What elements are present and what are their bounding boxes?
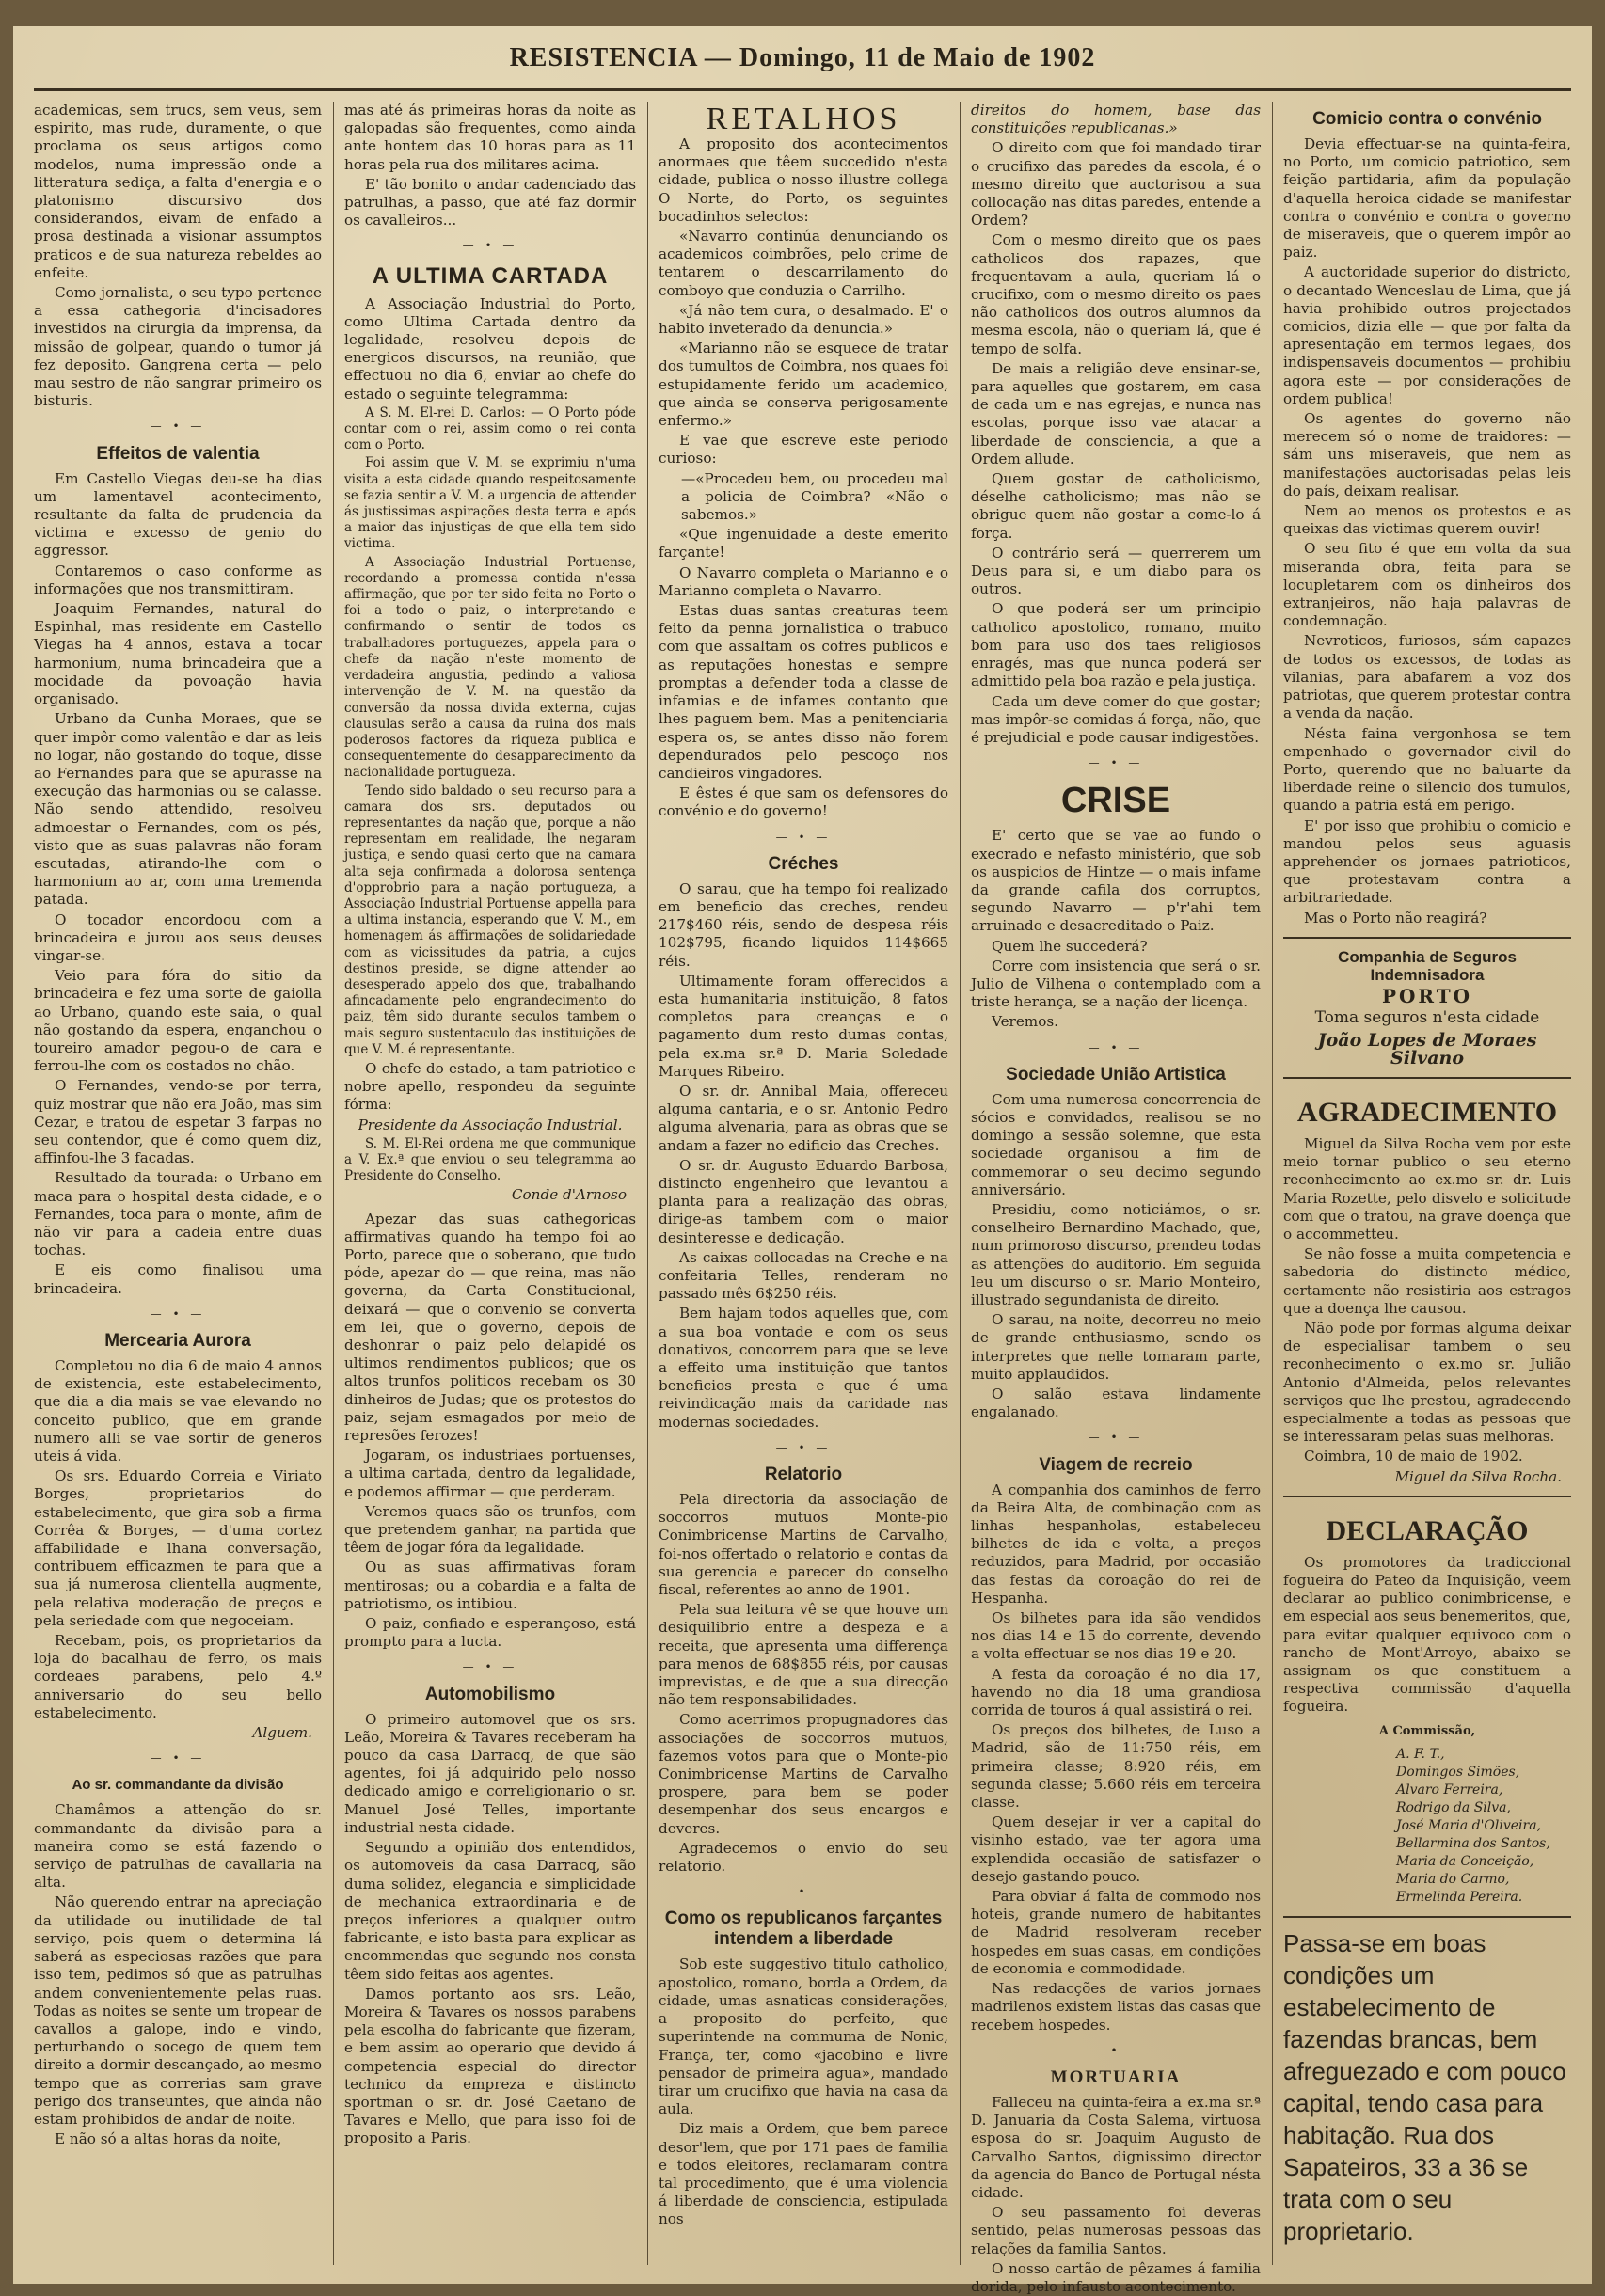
article-title: Viagem de recreio <box>1039 1454 1193 1475</box>
column-divider <box>647 102 648 2265</box>
paragraph: Jogaram, os industriaes portuenses, a ultima cartada, dentro da legalidade, e podemos affirmar — que perderam. <box>344 1447 636 1500</box>
paragraph: Contaremos o caso conforme as informações que nos transmittiram. <box>34 562 322 597</box>
paragraph: Recebam, pois, os proprietarios da loja do bacalhau de ferro, os mais cordeaes parabens, pelo 4.º anniversario do seu bello estabelecimento. <box>34 1632 322 1721</box>
article-title: AGRADECIMENTO <box>1296 1096 1558 1128</box>
paragraph: O Fernandes, vendo-se por terra, quiz mostrar que não era João, mas sim Cezar, e tratou de espetar 3 farpas no seu contendor, que é como quem diz, affinfou-lhe 3 facadas. <box>34 1077 322 1167</box>
paragraph: Foi assim que V. M. se exprimiu n'uma visita a esta cidade quando respeitosamente se fazia sentir a V. M. a urgencia de attender ás justissimas aspirações desta terra e após a maior das injustiças de que ella tem sido victima. <box>344 455 636 552</box>
paragraph: Corre com insistencia que será o sr. Julio de Vilhena o contemplado com a triste herança, se a nação der licença. <box>971 957 1261 1011</box>
paragraph: S. M. El-Rei ordena me que communique a V. Ex.ª que enviou o seu telegramma ao Presidente do Conselho. <box>344 1135 636 1184</box>
paragraph: O que poderá ser um principio catholico apostolico, romano, muito bom para uso dos taes religiosos enragés, mas que nunca poderá ser admittido pela boa razão e pela justiça. <box>971 600 1261 690</box>
paragraph: «Já não tem cura, o desalmado. E' o habito inveterado da denuncia.» <box>659 301 948 338</box>
column-3 <box>659 102 948 2274</box>
paragraph: Urbano da Cunha Moraes, que se quer impôr como valentão e dar as leis no logar, não gostando do toque, disse ao Fernandes para que se apurasse na execução das harmonias ou se calasse. Não sendo attendido, resolveu admoestar o Fernandes, com os pés, visto que as suas palavras não foram escutadas, atirando-lhe com o harmonium ao ar, com uma tremenda patada. <box>34 710 322 909</box>
paragraph: Joaquim Fernandes, natural do Espinhal, mas residente em Castello Viegas ha 4 annos, estava a tocar harmonium, numa brincadeira que a mocidade da povoação havia organisado. <box>34 600 322 708</box>
paragraph: Miguel da Silva Rocha vem por este meio tornar publico o seu eterno reconhecimento ao ex.mo sr. dr. Luis Maria Rozette, pelo disvelo e solicitude com que o tratou, na grave doença que o accommetteu. <box>1283 1134 1571 1243</box>
paragraph: Agradecemos o envio do seu relatorio. <box>659 1839 948 1876</box>
paragraph: Os agentes do governo não merecem só o nome de traidores: — sám uns miseraveis, que nem as manifestações auctorisadas pelas leis do país, deixam realisar. <box>1283 410 1571 499</box>
paragraph: O sarau, na noite, decorreu no meio de grande enthusiasmo, sendo os interpretes que nelle tomaram parte, muito applaudidos. <box>971 1311 1261 1383</box>
committee-names <box>1396 1746 1571 1907</box>
signature: Conde d'Arnoso <box>511 1186 627 1204</box>
telegram-text <box>344 405 636 1058</box>
paragraph: Os preços dos bilhetes, de Luso a Madrid, são de 11:750 réis, em primeira classe; 8:920 réis, em segunda classe; 5.660 réis em terceira classe. <box>971 1721 1261 1812</box>
insurance-advertisement <box>1283 937 1571 1068</box>
paragraph: Chamâmos a attenção do sr. commandante da divisão para a maneira como se está fazendo o serviço de patrulhas de cavallaria na alta. <box>34 1801 322 1892</box>
article-title: RETALHOS <box>706 102 901 136</box>
paragraph: Com o mesmo direito que os paes catholicos dos rapazes, que frequentavam a aula, queriam lá o crucifixo, com o mesmo direito os paes não catholicos dos outros alumnos da mesma escola, não o queriam lá, que é tempo de solfa. <box>971 231 1261 357</box>
paragraph: Nem ao menos os protestos e as queixas das victimas querem ouvir! <box>1283 502 1571 538</box>
paragraph: Estas duas santas creaturas teem feito da penna jornalistica o trabuco com que assaltam os cofres publicos e as reputações honestas e sempre promptas a defender toda a classe de infamias e de infames contanto que lhes paguem bem. Mas a penitenciaria espera os, se antes disso não forem dependurados pelo pescoço nos candieiros vingadores. <box>659 602 948 782</box>
paragraph: Tendo sido baldado o seu recurso para a camara dos srs. deputados ou representantes da nação que, porque a não representam em realidade, lhe negaram justiça, e sendo quasi certo que na camara alta seja confirmada a dolorosa sentença d'opprobrio para a nação portugueza, a Associação Industrial Portuense appella para a ultima instancia, esperando que V. M., em homenagem ás affirmações de solidariedade com as vicissitudes da patria, a cujos destinos preside, se digne attender ao desesperado appelo dos que, trabalhando afincadamente pelo engrandecimento do paiz, têm sido durante seculos tambem o mais seguro sustentaculo das instituições de que V. M. é representante. <box>344 783 636 1057</box>
paragraph: E não só a altas horas da noite, <box>55 2130 282 2148</box>
ornament-divider: — • — <box>1088 1431 1144 1445</box>
list-item: Ermelinda Pereira. <box>1396 1889 1523 1905</box>
ornament-divider: — • — <box>462 1660 518 1674</box>
paragraph: —«Procedeu bem, ou procedeu mal a policia de Coimbra? «Não o sabemos.» <box>681 469 948 524</box>
paragraph: Como jornalista, o seu typo pertence a essa cathegoria d'incisadores investidos na cirurgia da imprensa, da missão de golpear, quando o tumor já fez deposito. Gangrena certa — pelo mau sestro de não sangrar primeiro os bisturis. <box>34 284 322 410</box>
signature: Alguem. <box>252 1724 312 1742</box>
paragraph: E' certo que se vae ao fundo o execrado e nefasto ministério, que sob os auspicios de Hintze — o mais infame da grande cafila dos corruptos, segundo Navarro — p'r'ahi tem arruinado e desacreditado o Paiz. <box>971 827 1261 935</box>
article-title: Créches <box>768 853 839 874</box>
article-title: Sociedade União Artistica <box>1006 1064 1226 1085</box>
paragraph: Pela sua leitura vê se que houve um desiquilibrio entre a despeza e a receita, que apresenta uma differença para menos de 68$855 réis, por causas imprevistas, e de que a sua direcção não tem responsabilidades. <box>659 1601 948 1709</box>
ornament-divider: — • — <box>1088 1040 1144 1054</box>
paragraph: Sob este suggestivo titulo catholico, apostolico, romano, borda a Ordem, da cidade, umas asnaticas considerações, a proposito do perfeito, que superintende na commuma de Nonic, França, ter, como «jacobino e livre pensador de primeira agua», mandado tirar um crucifixo que havia na casa da aula. <box>659 1956 948 2118</box>
paragraph: Nevroticos, furiosos, sám capazes de todos os excessos, de todas as vilanias, para abafarem a voz dos patriotas, que querem protestar contra a venda da nação. <box>1283 632 1571 722</box>
paragraph: Mas o Porto não reagirá? <box>1304 909 1487 926</box>
article-title: CRISE <box>1060 781 1171 821</box>
list-item: Maria da Conceição, <box>1396 1853 1534 1869</box>
col1-intro <box>34 102 322 410</box>
paragraph: Coimbra, 10 de maio de 1902. <box>1304 1448 1523 1465</box>
paragraph: «Navarro continúa denunciando os academicos coimbrões, pelo crime de tentarem o descarrilamento do comboyo que conduzia o Carrilho. <box>659 228 948 299</box>
paragraph: Nas redacções de varios jornaes madrilenos existem listas das casas que recebem hospedes. <box>971 1980 1261 2034</box>
article-title: Effeitos de valentia <box>96 443 260 464</box>
paragraph: Veremos quaes são os trunfos, com que pretendem ganhar, na partida que têem de jogar fóra da legalidade. <box>344 1502 636 1557</box>
paragraph: A companhia dos caminhos de ferro da Beira Alta, de combinação com as linhas hespanholas, estabeleceu bilhetes de ida e volta, a preços reduzidos, para Madrid, por occasião das festas da coroação do rei de Hespanha. <box>971 1481 1261 1607</box>
paragraph: Os promotores da tradiccional fogueira do Pateo da Inquisição, veem declarar ao publico conimbricense, e em especial aos seus benemeritos, que, para evitar qualquer equivoco com o rancho de Mont'Arroyo, abaixo se assignam os que constituem a respectiva commissão d'aquella fogueira. <box>1283 1553 1571 1716</box>
paragraph: Ou as suas affirmativas foram mentirosas; ou a cobardia e a falta de patriotismo, os intibiou. <box>344 1559 636 1612</box>
paragraph: Os bilhetes para ida são vendidos nos dias 14 e 15 do corrente, devendo a volta effectuar se nos dias 19 e 20. <box>971 1609 1261 1663</box>
column-1 <box>34 102 322 2274</box>
column-divider <box>1272 102 1273 2265</box>
paragraph: E êstes é que sam os defensores do convénio e do governo! <box>659 784 948 820</box>
paragraph: A festa da coroação é no dia 17, havendo no dia 18 uma grandiosa corrida de touros á qual assistirá o rei. <box>971 1665 1261 1719</box>
paragraph: O seu passamento foi deveras sentido, pelas numerosas pessoas das relações da familia Santos. <box>971 2204 1261 2257</box>
paragraph: Apezar das suas cathegoricas affirmativas quando ha tempo foi ao Porto, parece que o soberano, que tudo póde, apezar do — que reina, mas não governa, da Carta Constitucional, deixará — que o convenio se converta em lei, que o governo, depois de deshonrar o paiz pelo delapidé os ultimos rendimentos publicos; que os altos trunfos politicos recebam os 30 dinheiros de Judas; que os protestos do paiz, sejam esmagados por meio de represões ferozes! <box>344 1210 636 1445</box>
ornament-divider: — • — <box>775 830 832 844</box>
paragraph: O nosso cartão de pêzames á familia dorida, pelo infausto acontecimento. <box>971 2259 1261 2295</box>
paragraph: A auctoridade superior do districto, o decantado Wenceslau de Lima, que já havia prohibido outros projectados comicios, dizia elle — que por falta da apresentação em termos legaes, dos indispensaveis documentos — prohibiu agora este — por considerações de ordem publica! <box>1283 263 1571 407</box>
paragraph: A S. M. El-rei D. Carlos: — O Porto póde contar com o rei, assim como o rei conta com o Porto. <box>344 404 636 453</box>
committee-label: A Commissão, <box>1378 1723 1476 1738</box>
paragraph: Com uma numerosa concorrencia de sócios e convidados, realisou se no domingo a sessão solemne, que esta sociedade organisou a fim de commemorar o seu decimo segundo anniversário. <box>971 1090 1261 1198</box>
ad-text: Passa-se em boas condições um estabelecimento de fazendas brancas, bem afreguezado e com pouco capital, tendo casa para habitação. Rua dos Sapateiros, 33 a 36 se trata com o seu proprietario. <box>1283 1928 1566 2245</box>
paragraph: O contrário será — querrerem um Deus para si, e um diabo para os outros. <box>971 544 1261 598</box>
paragraph: E' tão bonito o andar cadenciado das patrulhas, a passo, que até faz dormir os cavalleiros... <box>344 175 636 230</box>
paragraph: O tocador encordoou com a brincadeira e jurou aos seus deuses vingar-se. <box>34 910 322 964</box>
paragraph: A proposito dos acontecimentos anormaes que têem succedido n'esta cidade, publica o nosso illustre collega O Norte, do Porto, os seguintes bocadinhos selectos: <box>659 135 948 225</box>
paragraph: academicas, sem trucs, sem veus, sem espirito, mas rude, duramente, o que proclama os seus artigos como modelos, numa impressão onde a litteratura sediça, a falta d'energia e o platonismo discursivo dos considerandos, eivam de enfado a prosa destinada a visionar assumptos praticos e de sua natureza rebeldes ao enfeite. <box>34 102 322 281</box>
paragraph: Quem desejar ir ver a capital do visinho estado, vae ter agora uma explendida occasião de satisfazer o desejo gastando pouco. <box>971 1813 1261 1885</box>
column-2 <box>344 102 636 2274</box>
paragraph: Veremos. <box>992 1013 1058 1031</box>
paragraph: Devia effectuar-se na quinta-feira, no Porto, um comicio patriotico, sem feição partidaria, afim da população d'aquella heroica cidade se manifestar contra o convénio e contra o governo de miseraveis, que o querem impôr ao paiz. <box>1283 135 1571 261</box>
column-5 <box>1283 102 1571 2274</box>
article-title: Comicio contra o convénio <box>1312 109 1542 129</box>
paragraph: O seu fito é que em volta da sua miseranda obra, feita para se locupletarem com os dinheiros dos extranjeiros, não haja palavras de condemnação. <box>1283 540 1571 630</box>
paragraph: Como acerrimos propugnadores das associações de soccorros mutuos, fazemos votos para que o Monte-pio Conimbricense Martins de Carvalho prospere, para bem se poder desempenhar dos seus encargos e deveres. <box>659 1711 948 1837</box>
paragraph: Diz mais a Ordem, que bem parece desor'lem, que por 171 paes de familia e todos eleitores, reclamaram contra tal procedimento, que é uma violencia á liberdade de consciencia, estipulada nos <box>659 2120 948 2228</box>
ornament-divider: — • — <box>150 1306 206 1321</box>
article-body <box>34 1801 322 2148</box>
column-divider <box>333 102 334 2265</box>
list-item: Rodrigo da Silva, <box>1396 1799 1511 1815</box>
column-divider <box>960 102 961 2265</box>
thanks-notice <box>1283 1077 1571 1486</box>
list-item: Maria do Carmo, <box>1396 1871 1510 1887</box>
paragraph: O paiz, confiado e esperançoso, está prompto para a lucta. <box>344 1615 636 1651</box>
paragraph: O sarau, que ha tempo foi realizado em beneficio das creches, rendeu 217$460 réis, sendo de despesa réis 102$795, ficando liquidos 114$665 réis. <box>659 879 948 970</box>
ornament-divider: — • — <box>775 1885 832 1899</box>
article-title: Mercearia Aurora <box>104 1331 251 1351</box>
ad-line: PORTO <box>1381 985 1473 1008</box>
paragraph: Ultimamente foram offerecidos a esta humanitaria instituição, 8 fatos completos para creanças e o pagamento dum resto dumas contas, pela ex.ma sr.ª D. Maria Soledade Marques Ribeiro. <box>659 972 948 1080</box>
address-line: Presidente da Associação Industrial. <box>358 1116 623 1133</box>
paragraph: Pela directoria da associação de soccorros mutuos Monte-pio Conimbricense Martins de Carvalho, foi-nos offertado o relatorio e contas da sua gerencia e parecer do conselho fiscal, referentes ao anno de 1901. <box>659 1491 948 1599</box>
article-title: Ao sr. commandante da divisão <box>72 1777 284 1794</box>
paragraph: O primeiro automovel que os srs. Leão, Moreira & Tavares receberam ha pouco da casa Darracq, de que são agentes, foi já adquirido pelo nosso dedicado amigo e correligionario o sr. Manuel José Telles, importante industrial nesta cidade. <box>344 1710 636 1836</box>
paragraph: O chefe do estado, a tam patriotico e nobre apello, respondeu da seguinte fórma: <box>344 1059 636 1114</box>
list-item: José Maria d'Oliveira, <box>1396 1817 1542 1833</box>
paragraph: Segundo a opinião dos entendidos, os automoveis da casa Darracq, são duma solidez, elegancia e simplicidade de mechanica extraordinaria e de preços inferiores a qualquer outro fabricante, e isto basta para explicar as encommendas que segundo nos consta têem sido feitas aos agentes. <box>344 1839 636 1983</box>
ornament-divider: — • — <box>775 1440 832 1454</box>
paragraph: Os srs. Eduardo Correia e Viriato Borges, proprietarios do estabelecimento, que gira sob a firma Corrêa & Borges, — d'uma cortez affabilidade e lhana conversação, contribuem efficazmen te para que a sua já numerosa clientella augmente, pela relativa moderação de preços e pela seriedade com que negoceiam. <box>34 1467 322 1629</box>
paragraph: mas até ás primeiras horas da noite as galopadas são frequentes, como ainda ante hontem das 10 horas para as 11 horas pela rua dos militares acima. <box>344 102 636 173</box>
paragraph: A Associação Industrial do Porto, como Ultima Cartada dentro da legalidade, resolveu depois de energicos discursos, na reunião, que effectuou no dia 6, enviar ao chefe do estado o seguinte telegramma: <box>344 294 636 403</box>
paragraph: De mais a religião deve ensinar-se, para aquelles que gostarem, em casa de cada um e nas egrejas, e nunca nas escolas, porque isso vae atacar a liberdade de consciencia, a que a Ordem allude. <box>971 359 1261 467</box>
masthead: RESISTENCIA — Domingo, 11 de Maio de 1902 <box>509 43 1096 72</box>
paragraph: Bem hajam todos aquelles que, com a sua boa vontade e com os seus donativos, concorrem para que se leve a effeito uma instituição que tantos beneficios presta e que é uma reivindicação mais da caridade nas modernas sociedades. <box>659 1305 948 1431</box>
ad-line: Toma seguros n'esta cidade <box>1314 1008 1540 1028</box>
paragraph: E eis como finalisou uma brincadeira. <box>34 1261 322 1297</box>
newspaper-page <box>13 26 1592 2295</box>
paragraph: Nésta faina vergonhosa se tem empenhado o governador civil do Porto, querendo que no baluarte da liberdade reine o silencio dos tumulos, quando a patria está em perigo. <box>1283 724 1571 815</box>
shop-advertisement <box>1283 1916 1571 2247</box>
paragraph: Falleceu na quinta-feira a ex.ma sr.ª D. Januaria da Costa Salema, virtuosa esposa do sr. Joaquim Augusto de Carvalho Santos, dignissimo director da agencia do Banco de Portugal nésta cidade. <box>971 2093 1261 2201</box>
article-title: Automobilismo <box>424 1684 556 1704</box>
paragraph: Damos portanto aos srs. Leão, Moreira & Tavares os nossos parabens pela escolha do fabricante que fizeram, e bem assim ao operario que devido á competencia especial do director technico da empreza e distincto sportman o sr. dr. José Caetano de Tavares e Mello, que para isso foi de proposito a Paris. <box>344 1985 636 2147</box>
article-body <box>34 470 322 1298</box>
paragraph: O Navarro completa o Marianno e o Marianno completa o Navarro. <box>659 563 948 599</box>
ornament-divider: — • — <box>462 239 518 253</box>
ornament-divider: — • — <box>150 420 206 434</box>
article-title: MORTUARIA <box>1050 2066 1182 2087</box>
paragraph: Veio para fóra do sitio da brincadeira e fez uma sorte de gaiolla ao Urbano, quando este saia, o qual não gostando da espera, enganchou o toureiro amador pegou-o de cara e ferrou-lhe com os costados no chão. <box>34 967 322 1075</box>
paragraph: Não pode por formas alguma deixar de especialisar tambem o seu reconhecimento o ex.mo sr. Julião Antonio d'Almeida, pelos relevantes serviços que lhe prestou, agradecendo especialmente a todas as pessoas que se interessaram pelas suas melhoras. <box>1283 1319 1571 1446</box>
article-title: A ULTIMA CARTADA <box>372 262 609 289</box>
paragraph: Para obviar á falta de commodo nos hoteis, grande numero de habitantes de Madrid resolveram receber hospedes em suas casas, em condições de economia e commodidade. <box>971 1888 1261 1977</box>
paragraph: Presidiu, como noticiámos, o sr. conselheiro Bernardino Machado, que, num primoroso discurso, prendeu todas as attenções do auditorio. Em seguida leu um discurso o sr. Mario Monteiro, illustrado segundanista de direito. <box>971 1200 1261 1308</box>
paragraph: A Associação Industrial Portuense, recordando a promessa contida n'essa affirmação, que por ter sido feita no Porto o foi a todo o paiz, o interpretando e confirmando o sentir de todos os trabalhadores portuguezes, appela para o chefe da nação n'este momento de verdadeira angustia, pedindo a valiosa intervenção de V. M. na questão da conversão da nossa divida externa, cujas clausulas serão a causa da ruina dos mais poderosos factores da riqueza publica e consequentemente do desapparecimento da nacionalidade portugueza. <box>344 554 636 781</box>
declaration-notice <box>1283 1496 1571 1907</box>
paragraph: direitos do homem, base das constituições republicanas.» <box>971 102 1261 137</box>
paragraph: O sr. dr. Augusto Eduardo Barbosa, distincto engenheiro que levantou a planta para a realização das obras, dirige-as tambem com o maior desinteresse e dedicação. <box>659 1156 948 1246</box>
list-item: Domingos Simões, <box>1396 1764 1520 1780</box>
paragraph: O salão estava lindamente engalanado. <box>971 1386 1261 1421</box>
paragraph: Completou no dia 6 de maio 4 annos de existencia, este estabelecimento, que dia a dia mais se vae elevando no conceito publico, que em grande numero alli se vae sortir de generos uteis á vida. <box>34 1357 322 1465</box>
paragraph: As caixas collocadas na Creche e na confeitaria Telles, renderam no passado mês 6$250 réis. <box>659 1248 948 1303</box>
list-item: A. F. T., <box>1396 1746 1445 1762</box>
paragraph: «Marianno não se esquece de tratar dos tumultos de Coimbra, nos quaes foi estupidamente ferido um academico, que ainda se conserva perigosamente enfermo.» <box>659 340 948 430</box>
ad-line: João Lopes de Moraes Silvano <box>1317 1029 1537 1069</box>
paragraph: Resultado da tourada: o Urbano em maca para o hospital desta cidade, e o Fernandes, toca para o monte, afim de não vir para a cadeia entre duas tochas. <box>34 1169 322 1259</box>
masthead-rule <box>34 88 1571 91</box>
paragraph: Se não fosse a muita competencia e sabedoria do distincto médico, certamente não resistiria aos estragos que a doença lhe causou. <box>1283 1245 1571 1317</box>
list-item: Bellarmina dos Santos, <box>1396 1835 1550 1851</box>
ornament-divider: — • — <box>1088 756 1144 770</box>
paragraph: O sr. dr. Annibal Maia, offereceu alguma cantaria, e o sr. Antonio Pedro alguma alvenaria, para as obras que se andam a fazer no edificio das Creches. <box>659 1082 948 1154</box>
article-title: Como os republicanos farçantes intendem a liberdade <box>664 1908 943 1950</box>
paragraph: «Que ingenuidade a deste emerito farçante! <box>659 526 948 562</box>
paragraph: Quem gostar de catholicismo, déselhe catholicismo; mas não se obrigue quem não gostar a come-lo á força. <box>971 470 1261 542</box>
paragraph: E vae que escreve este periodo curioso: <box>659 432 948 467</box>
signature: Miguel da Silva Rocha. <box>1394 1467 1562 1485</box>
ornament-divider: — • — <box>1088 2043 1144 2057</box>
article-title: DECLARAÇÃO <box>1326 1514 1529 1546</box>
paragraph: Quem lhe succederá? <box>992 937 1148 955</box>
article-body <box>34 1357 322 1722</box>
column-4 <box>971 102 1261 2295</box>
ad-line: Companhia de Seguros Indemnisadora <box>1338 947 1517 984</box>
article-title: Relatorio <box>764 1465 843 1485</box>
list-item: Alvaro Ferreira, <box>1396 1781 1503 1797</box>
paragraph: E' por isso que prohibiu o comicio e mandou pelos seus aguasis apprehender os jornaes patrioticos, que protestavam contra a arbitrariedade. <box>1283 816 1571 907</box>
paragraph: Cada um deve comer do que gostar; mas impôr-se comidas á força, não, que é prejudicial e pode causar indigestões. <box>971 692 1261 746</box>
paragraph: Não querendo entrar na apreciação da utilidade ou inutilidade de tal serviço, pois quem o determina lá saberá as especiosas razões que para isso tem, pedimos só que as patrulhas andem convenientemente pelas ruas. Todas as noites se sente um tropear de cavallos a galope, indo e vindo, perturbando o socego de quem tem direito a dormir descançado, ao mesmo tempo que as correrias sam grave perigo dos transeuntes, que ainda não estam prohibidos de andar de noite. <box>34 1893 322 2128</box>
paragraph: Em Castello Viegas deu-se ha dias um lamentavel acontecimento, resultante da falta de prudencia da victima e excesso de genio do aggressor. <box>34 469 322 560</box>
paragraph: O direito com que foi mandado tirar o crucifixo das paredes da escola, é o mesmo direito que auctorisou a sua collocação nas ditas paredes, entende a Ordem? <box>971 139 1261 230</box>
ornament-divider: — • — <box>150 1751 206 1766</box>
